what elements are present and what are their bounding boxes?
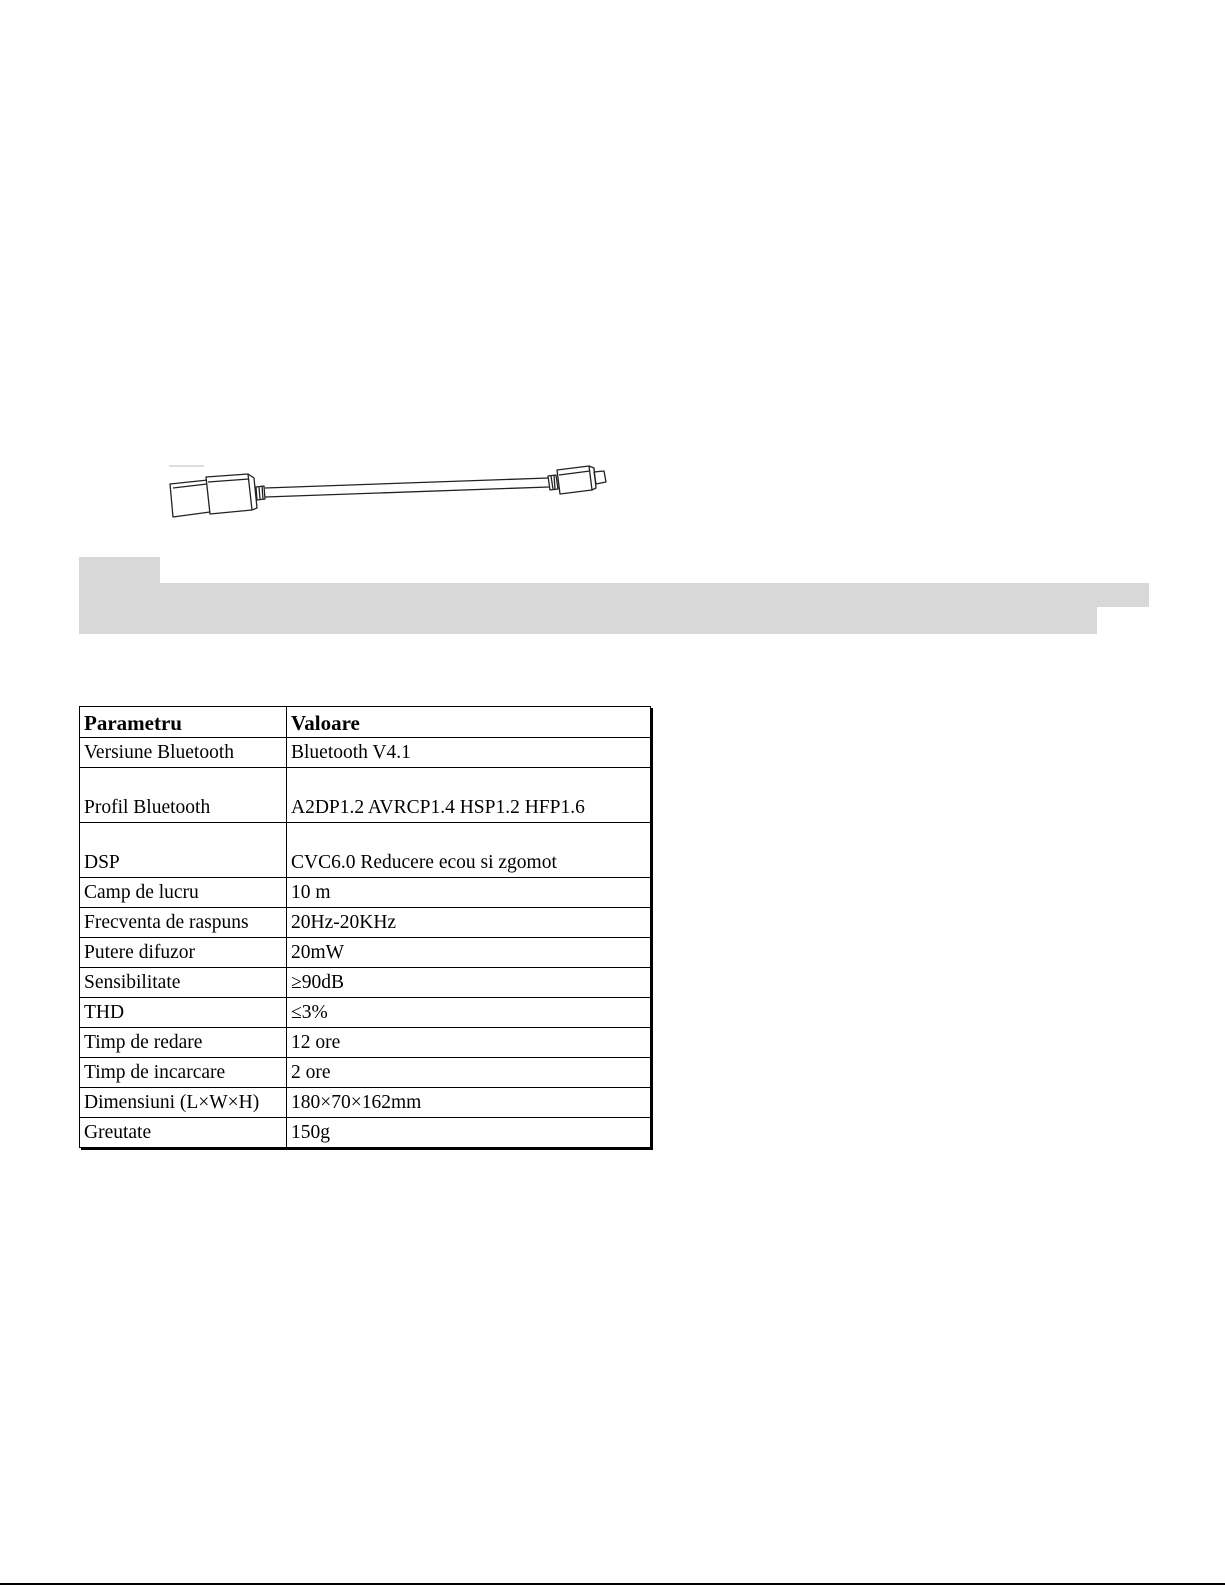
value-cell: Bluetooth V4.1 <box>287 738 651 768</box>
param-cell: Greutate <box>80 1118 287 1148</box>
value-cell: ≥90dB <box>287 968 651 998</box>
table-row <box>80 823 651 878</box>
value-cell: A2DP1.2 AVRCP1.4 HSP1.2 HFP1.6 <box>287 768 651 823</box>
table-row <box>80 1118 651 1148</box>
param-cell: THD <box>80 998 287 1028</box>
param-cell: Putere difuzor <box>80 938 287 968</box>
param-cell: Sensibilitate <box>80 968 287 998</box>
usb-cable-icon <box>164 462 612 524</box>
value-cell: 10 m <box>287 878 651 908</box>
spec-table-body <box>80 738 651 1148</box>
table-row <box>80 908 651 938</box>
header-param: Parametru <box>80 707 287 738</box>
header-value: Valoare <box>287 707 651 738</box>
value-cell: CVC6.0 Reducere ecou si zgomot <box>287 823 651 878</box>
param-cell: Frecventa de raspuns <box>80 908 287 938</box>
table-row <box>80 1058 651 1088</box>
value-cell: ≤3% <box>287 998 651 1028</box>
param-cell: DSP <box>80 823 287 878</box>
param-cell: Timp de redare <box>80 1028 287 1058</box>
value-cell: 20mW <box>287 938 651 968</box>
table-row <box>80 938 651 968</box>
table-row <box>80 878 651 908</box>
table-row <box>80 768 651 823</box>
param-cell: Timp de incarcare <box>80 1058 287 1088</box>
param-cell: Profil Bluetooth <box>80 768 287 823</box>
table-row <box>80 738 651 768</box>
value-cell: 180×70×162mm <box>287 1088 651 1118</box>
gray-band <box>79 557 1149 634</box>
table-row <box>80 968 651 998</box>
value-cell: 150g <box>287 1118 651 1148</box>
param-cell: Versiune Bluetooth <box>80 738 287 768</box>
value-cell: 20Hz-20KHz <box>287 908 651 938</box>
gray-band-shape <box>79 557 1149 634</box>
value-cell: 2 ore <box>287 1058 651 1088</box>
table-header-row <box>80 707 651 738</box>
spec-table <box>79 706 651 1148</box>
param-cell: Camp de lucru <box>80 878 287 908</box>
table-row <box>80 998 651 1028</box>
table-row <box>80 1028 651 1058</box>
value-cell: 12 ore <box>287 1028 651 1058</box>
param-cell: Dimensiuni (L×W×H) <box>80 1088 287 1118</box>
table-row <box>80 1088 651 1118</box>
